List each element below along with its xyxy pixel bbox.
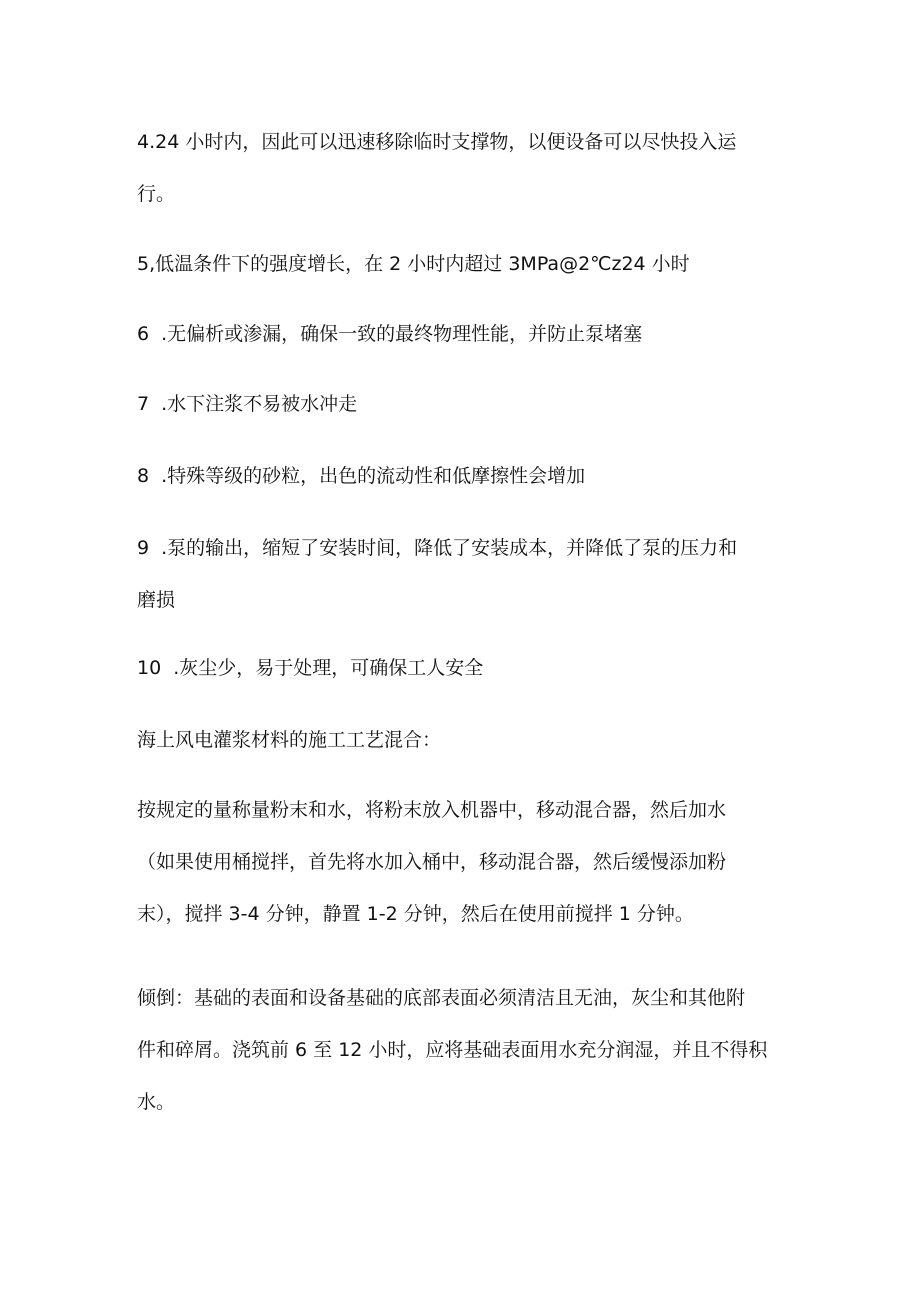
- item-9-number: 9: [137, 537, 150, 559]
- pouring-paragraph: [137, 972, 797, 1128]
- item-8-text: .特殊等级的砂粒，出色的流动性和低摩擦性会增加: [161, 465, 586, 487]
- item-7-text: .水下注浆不易被水冲走: [161, 393, 358, 415]
- pouring-line-1: 倾倒：基础的表面和设备基础的底部表面必须清洁且无油，灰尘和其他附: [137, 987, 746, 1009]
- pouring-line-2: 件和碎屑。浇筑前 6 至 12 小时，应将基础表面用水充分润湿，并且不得积: [137, 1039, 768, 1061]
- item-6-number: 6: [137, 323, 150, 345]
- item-10: [137, 642, 797, 694]
- item-4-line-2: 行。: [137, 183, 176, 205]
- item-8-number: 8: [137, 465, 150, 487]
- item-5: [137, 238, 797, 290]
- item-10-number: 10: [137, 657, 162, 679]
- item-6: [137, 308, 797, 360]
- item-4: [137, 116, 797, 220]
- section-heading-text: 海上风电灌浆材料的施工工艺混合：: [137, 729, 442, 751]
- mixing-line-3: 末），搅拌 3-4 分钟，静置 1-2 分钟，然后在使用前搅拌 1 分钟。: [137, 903, 694, 925]
- item-7: [137, 378, 797, 430]
- mixing-line-1: 按规定的量称量粉末和水，将粉末放入机器中，移动混合器，然后加水: [137, 799, 727, 821]
- pouring-line-3: 水。: [137, 1091, 176, 1113]
- item-4-line-1: 4.24 小时内，因此可以迅速移除临时支撑物，以便设备可以尽快投入运: [137, 131, 737, 153]
- mixing-line-2: （如果使用桶搅拌，首先将水加入桶中，移动混合器，然后缓慢添加粉: [137, 851, 727, 873]
- item-9-text: .泵的输出，缩短了安装时间，降低了安装成本，并降低了泵的压力和: [161, 537, 738, 559]
- section-heading: [137, 714, 797, 766]
- item-9-continuation: 磨损: [137, 589, 176, 611]
- item-8: [137, 450, 797, 502]
- item-10-text: .灰尘少，易于处理，可确保工人安全: [173, 657, 484, 679]
- item-6-text: .无偏析或渗漏，确保一致的最终物理性能，并防止泵堵塞: [161, 323, 643, 345]
- item-5-line-1: 5,低温条件下的强度增长，在 2 小时内超过 3MPa@2℃z24 小时: [137, 253, 690, 275]
- item-7-number: 7: [137, 393, 150, 415]
- mixing-paragraph: [137, 784, 797, 940]
- item-9: [137, 522, 797, 626]
